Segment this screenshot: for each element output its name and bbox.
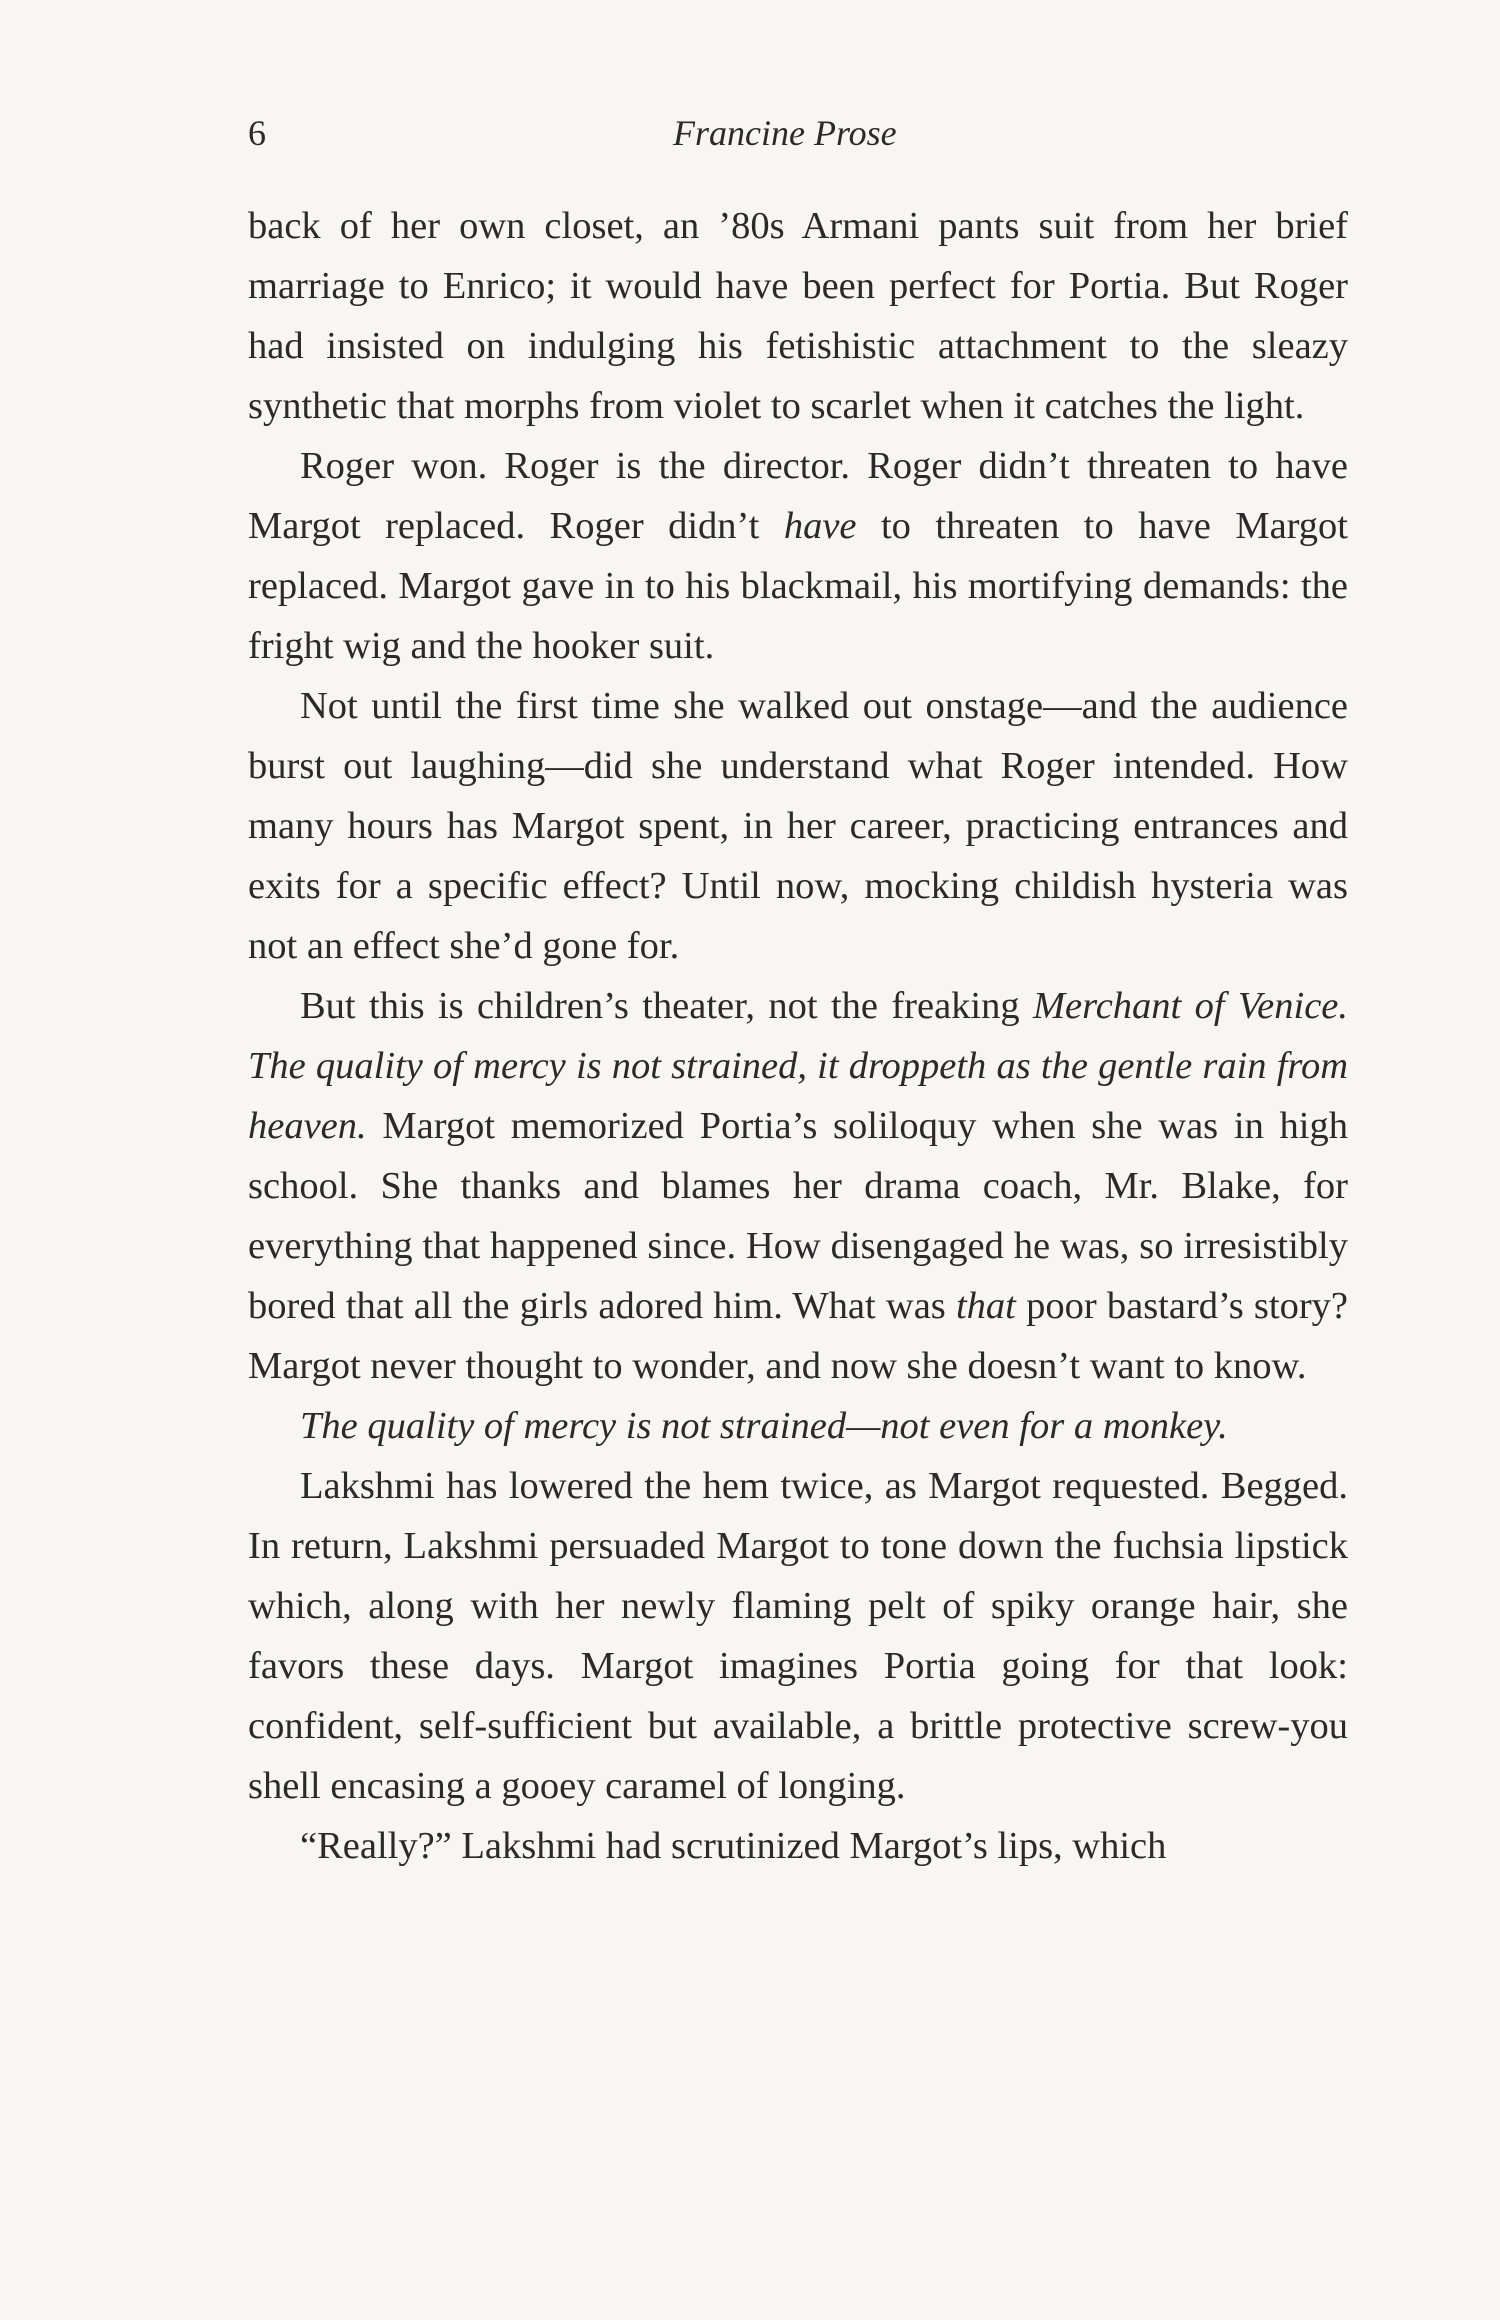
text-run: Roger won. Roger is the director. Roger didn’t threaten to have Margot replaced. Roger didn’t <box>248 445 1348 547</box>
paragraph <box>248 1816 1348 1876</box>
paragraph <box>248 1456 1348 1816</box>
paragraph <box>248 676 1348 976</box>
text-run: Lakshmi has lowered the hem twice, as Margot requested. Begged. In return, Lakshmi persuaded Margot to tone down the fuchsia lipstick which, along with her newly flaming pelt of spiky orange hair, she favors these days. Margot imagines Portia going for that look: confident, self-sufficient but available, a brittle protective screw-you shell encasing a gooey caramel of longing. <box>248 1465 1348 1807</box>
text-run: “Really?” Lakshmi had scrutinized Margot’s lips, which <box>300 1825 1167 1867</box>
running-head: Francine Prose <box>673 113 897 153</box>
text-run: back of her own closet, an ’80s Armani pants suit from her brief marriage to Enrico; it would have been perfect for Portia. But Roger had insisted on indulging his fetishistic attachment to the sleazy synthetic that morphs from violet to scarlet when it catches the light. <box>248 205 1348 427</box>
text-run: But this is children’s theater, not the freaking <box>300 985 1033 1027</box>
paragraph <box>248 436 1348 676</box>
page-number: 6 <box>248 113 266 153</box>
italic-text-run: that <box>955 1285 1016 1327</box>
text-run: Margot memorized Portia’s soliloquy when she was in high school. She thanks and blames her drama coach, Mr. Blake, for everything that happened since. How disengaged he was, so irresistibly bored that all the girls adored him. What was <box>248 1105 1348 1327</box>
body-text <box>248 196 1348 1876</box>
paragraph <box>248 1396 1348 1456</box>
paragraph <box>248 196 1348 436</box>
italic-text-run: Merchant of Venice. The quality of mercy is not strained, it droppeth as the gentle rain from heaven. <box>248 985 1348 1147</box>
text-run: Not until the first time she walked out onstage—and the audience burst out laughing—did she understand what Roger intended. How many hours has Margot spent, in her career, practicing entrances and exits for a specific effect? Until now, mocking childish hysteria was not an effect she’d gone for. <box>248 685 1348 967</box>
text-run: to threaten to have Margot replaced. Margot gave in to his blackmail, his mortifying demands: the fright wig and the hooker suit. <box>248 505 1348 667</box>
italic-text-run: The quality of mercy is not strained—not even for a monkey. <box>300 1405 1228 1447</box>
text-run: poor bastard’s story? Margot never thought to wonder, and now she doesn’t want to know. <box>248 1285 1349 1387</box>
italic-text-run: have <box>783 505 857 547</box>
page-header <box>248 112 1348 168</box>
paragraph <box>248 976 1348 1396</box>
